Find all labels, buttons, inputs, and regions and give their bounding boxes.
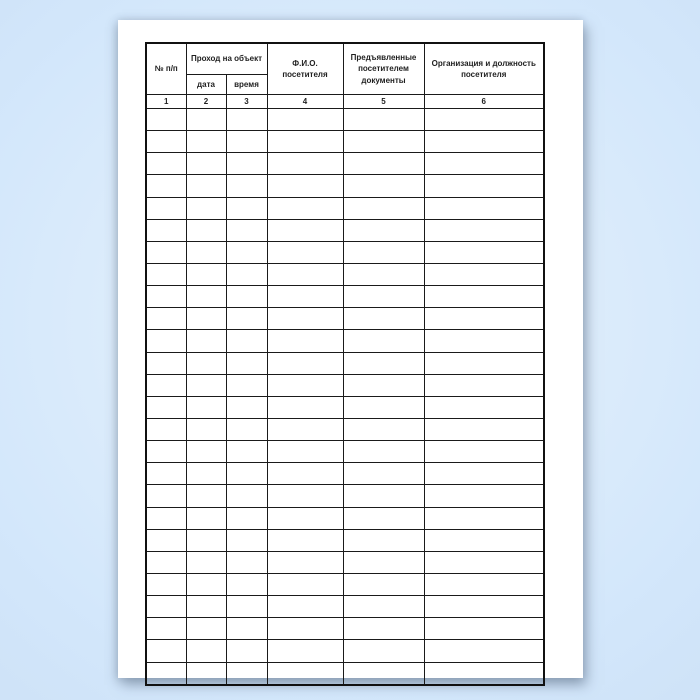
empty-cell xyxy=(343,551,424,573)
entry-row xyxy=(146,109,544,131)
entry-row xyxy=(146,640,544,662)
empty-cell xyxy=(146,352,186,374)
empty-cell xyxy=(186,219,226,241)
empty-cell xyxy=(226,485,267,507)
empty-cell xyxy=(424,529,544,551)
empty-cell xyxy=(267,640,343,662)
entry-row xyxy=(146,175,544,197)
empty-cell xyxy=(146,241,186,263)
empty-cell xyxy=(343,308,424,330)
empty-cell xyxy=(226,308,267,330)
empty-cell xyxy=(343,618,424,640)
empty-cell xyxy=(226,352,267,374)
empty-cell xyxy=(343,374,424,396)
empty-cell xyxy=(186,109,226,131)
empty-cell xyxy=(343,418,424,440)
empty-cell xyxy=(186,396,226,418)
empty-cell xyxy=(343,596,424,618)
empty-cell xyxy=(424,241,544,263)
empty-cell xyxy=(186,529,226,551)
empty-cell xyxy=(343,109,424,131)
empty-cell xyxy=(146,263,186,285)
empty-cell xyxy=(146,396,186,418)
empty-cell xyxy=(186,286,226,308)
empty-cell xyxy=(226,241,267,263)
empty-cell xyxy=(146,175,186,197)
table-body xyxy=(146,109,544,685)
empty-cell xyxy=(226,374,267,396)
header-cell-documents: Предъявленные посетителем документы xyxy=(343,43,424,95)
column-number-cell: 2 xyxy=(186,95,226,109)
empty-cell xyxy=(267,618,343,640)
empty-cell xyxy=(226,131,267,153)
empty-cell xyxy=(424,352,544,374)
empty-cell xyxy=(186,485,226,507)
empty-cell xyxy=(267,441,343,463)
empty-cell xyxy=(146,529,186,551)
empty-cell xyxy=(343,352,424,374)
empty-cell xyxy=(186,507,226,529)
empty-cell xyxy=(226,263,267,285)
entry-row xyxy=(146,352,544,374)
empty-cell xyxy=(226,197,267,219)
header-cell-time: время xyxy=(226,75,267,95)
empty-cell xyxy=(146,330,186,352)
empty-cell xyxy=(343,640,424,662)
empty-cell xyxy=(146,573,186,595)
empty-cell xyxy=(146,485,186,507)
empty-cell xyxy=(267,219,343,241)
empty-cell xyxy=(226,463,267,485)
empty-cell xyxy=(186,352,226,374)
empty-cell xyxy=(424,596,544,618)
empty-cell xyxy=(267,507,343,529)
empty-cell xyxy=(146,153,186,175)
entry-row xyxy=(146,263,544,285)
empty-cell xyxy=(267,308,343,330)
empty-cell xyxy=(186,596,226,618)
empty-cell xyxy=(226,330,267,352)
empty-cell xyxy=(267,463,343,485)
header-cell-num: № п/п xyxy=(146,43,186,95)
empty-cell xyxy=(146,109,186,131)
empty-cell xyxy=(267,529,343,551)
empty-cell xyxy=(267,241,343,263)
entry-row xyxy=(146,153,544,175)
empty-cell xyxy=(267,263,343,285)
empty-cell xyxy=(343,153,424,175)
empty-cell xyxy=(146,308,186,330)
empty-cell xyxy=(146,507,186,529)
header-cell-organization: Организация и должность посетителя xyxy=(424,43,544,95)
empty-cell xyxy=(226,507,267,529)
empty-cell xyxy=(146,596,186,618)
empty-cell xyxy=(343,396,424,418)
empty-cell xyxy=(186,131,226,153)
entry-row xyxy=(146,418,544,440)
empty-cell xyxy=(186,263,226,285)
empty-cell xyxy=(267,131,343,153)
empty-cell xyxy=(186,330,226,352)
empty-cell xyxy=(226,153,267,175)
empty-cell xyxy=(424,153,544,175)
empty-cell xyxy=(146,463,186,485)
empty-cell xyxy=(226,219,267,241)
entry-row xyxy=(146,507,544,529)
empty-cell xyxy=(343,529,424,551)
empty-cell xyxy=(343,131,424,153)
empty-cell xyxy=(343,330,424,352)
empty-cell xyxy=(186,175,226,197)
empty-cell xyxy=(343,441,424,463)
empty-cell xyxy=(267,418,343,440)
empty-cell xyxy=(267,175,343,197)
empty-cell xyxy=(424,662,544,685)
empty-cell xyxy=(186,308,226,330)
empty-cell xyxy=(267,286,343,308)
entry-row xyxy=(146,374,544,396)
empty-cell xyxy=(146,418,186,440)
empty-cell xyxy=(343,263,424,285)
empty-cell xyxy=(424,286,544,308)
entry-row xyxy=(146,396,544,418)
empty-cell xyxy=(343,463,424,485)
visitor-log-table xyxy=(145,42,545,686)
empty-cell xyxy=(343,662,424,685)
column-number-cell: 5 xyxy=(343,95,424,109)
column-numbers-row xyxy=(146,95,544,109)
empty-cell xyxy=(267,197,343,219)
entry-row xyxy=(146,219,544,241)
empty-cell xyxy=(186,662,226,685)
entry-row xyxy=(146,662,544,685)
empty-cell xyxy=(226,618,267,640)
entry-row xyxy=(146,529,544,551)
empty-cell xyxy=(186,153,226,175)
header-cell-visitor-name: Ф.И.О. посетителя xyxy=(267,43,343,95)
empty-cell xyxy=(424,551,544,573)
empty-cell xyxy=(146,374,186,396)
empty-cell xyxy=(267,109,343,131)
empty-cell xyxy=(186,640,226,662)
empty-cell xyxy=(186,418,226,440)
entry-row xyxy=(146,286,544,308)
empty-cell xyxy=(267,374,343,396)
empty-cell xyxy=(424,219,544,241)
empty-cell xyxy=(424,640,544,662)
empty-cell xyxy=(186,618,226,640)
empty-cell xyxy=(226,596,267,618)
empty-cell xyxy=(424,418,544,440)
empty-cell xyxy=(146,662,186,685)
empty-cell xyxy=(424,396,544,418)
empty-cell xyxy=(146,219,186,241)
empty-cell xyxy=(226,441,267,463)
empty-cell xyxy=(226,175,267,197)
empty-cell xyxy=(267,573,343,595)
empty-cell xyxy=(424,485,544,507)
empty-cell xyxy=(267,485,343,507)
empty-cell xyxy=(424,618,544,640)
empty-cell xyxy=(186,551,226,573)
entry-row xyxy=(146,573,544,595)
empty-cell xyxy=(226,396,267,418)
empty-cell xyxy=(146,551,186,573)
empty-cell xyxy=(343,241,424,263)
empty-cell xyxy=(226,573,267,595)
empty-cell xyxy=(424,573,544,595)
empty-cell xyxy=(424,441,544,463)
empty-cell xyxy=(186,463,226,485)
empty-cell xyxy=(267,153,343,175)
entry-row xyxy=(146,463,544,485)
empty-cell xyxy=(226,418,267,440)
empty-cell xyxy=(267,330,343,352)
empty-cell xyxy=(424,197,544,219)
empty-cell xyxy=(226,529,267,551)
empty-cell xyxy=(424,330,544,352)
empty-cell xyxy=(146,640,186,662)
empty-cell xyxy=(267,396,343,418)
empty-cell xyxy=(226,640,267,662)
table-header xyxy=(146,43,544,109)
empty-cell xyxy=(343,573,424,595)
empty-cell xyxy=(146,197,186,219)
empty-cell xyxy=(343,175,424,197)
empty-cell xyxy=(226,109,267,131)
empty-cell xyxy=(186,573,226,595)
empty-cell xyxy=(424,175,544,197)
entry-row xyxy=(146,197,544,219)
empty-cell xyxy=(267,551,343,573)
empty-cell xyxy=(186,374,226,396)
entry-row xyxy=(146,131,544,153)
header-cell-pass-group: Проход на объект xyxy=(186,43,267,75)
empty-cell xyxy=(267,662,343,685)
empty-cell xyxy=(267,596,343,618)
empty-cell xyxy=(424,507,544,529)
entry-row xyxy=(146,551,544,573)
entry-row xyxy=(146,241,544,263)
entry-row xyxy=(146,596,544,618)
empty-cell xyxy=(226,286,267,308)
empty-cell xyxy=(343,286,424,308)
entry-row xyxy=(146,441,544,463)
empty-cell xyxy=(146,441,186,463)
entry-row xyxy=(146,485,544,507)
column-number-cell: 1 xyxy=(146,95,186,109)
entry-row xyxy=(146,308,544,330)
empty-cell xyxy=(424,109,544,131)
empty-cell xyxy=(186,441,226,463)
empty-cell xyxy=(343,219,424,241)
empty-cell xyxy=(146,618,186,640)
empty-cell xyxy=(424,263,544,285)
empty-cell xyxy=(343,485,424,507)
empty-cell xyxy=(146,286,186,308)
empty-cell xyxy=(424,131,544,153)
empty-cell xyxy=(226,662,267,685)
entry-row xyxy=(146,618,544,640)
header-row-1 xyxy=(146,43,544,75)
entry-row xyxy=(146,330,544,352)
empty-cell xyxy=(424,463,544,485)
header-cell-date: дата xyxy=(186,75,226,95)
empty-cell xyxy=(226,551,267,573)
column-number-cell: 3 xyxy=(226,95,267,109)
empty-cell xyxy=(267,352,343,374)
empty-cell xyxy=(424,374,544,396)
document-page xyxy=(118,20,583,678)
column-number-cell: 4 xyxy=(267,95,343,109)
empty-cell xyxy=(186,197,226,219)
column-number-cell: 6 xyxy=(424,95,544,109)
empty-cell xyxy=(146,131,186,153)
empty-cell xyxy=(424,308,544,330)
empty-cell xyxy=(343,197,424,219)
empty-cell xyxy=(343,507,424,529)
empty-cell xyxy=(186,241,226,263)
